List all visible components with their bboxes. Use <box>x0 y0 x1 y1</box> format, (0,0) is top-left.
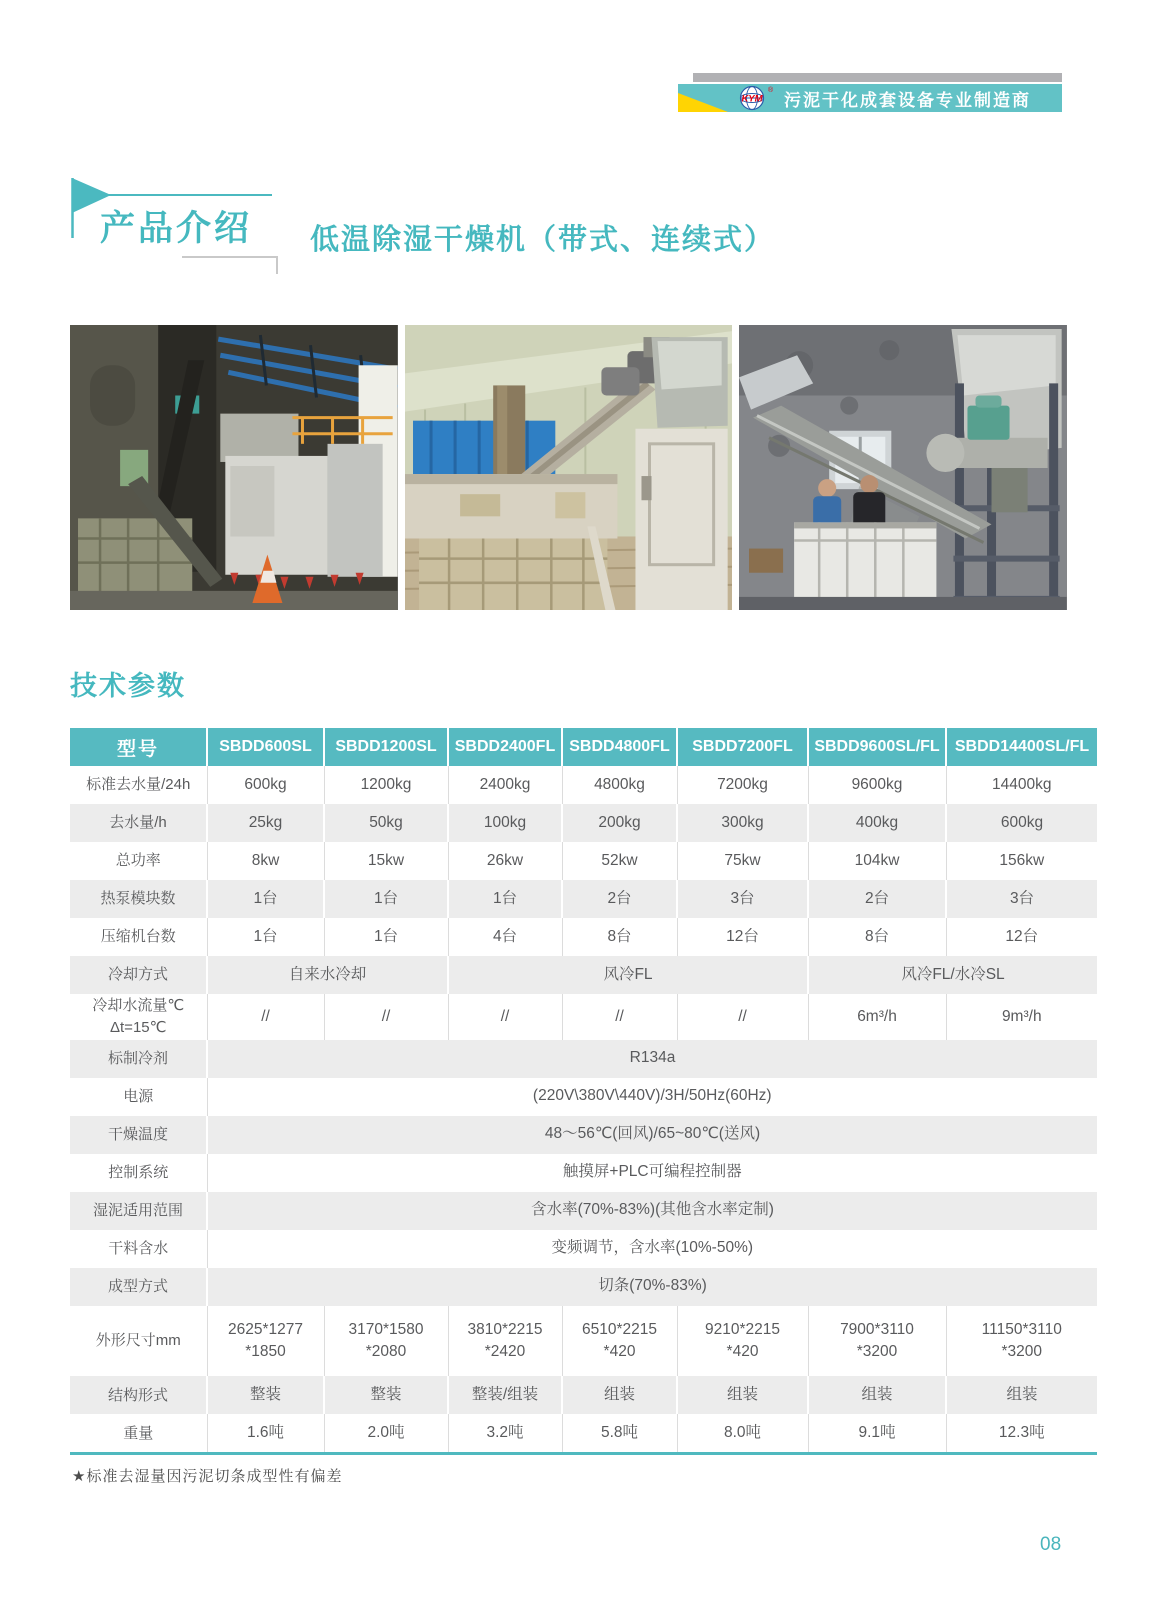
row-label: 压缩机台数 <box>100 928 176 946</box>
row-value: 7900*3110 *3200 <box>808 1306 946 1377</box>
row-value: 7200kg <box>677 766 808 804</box>
row-value: 6m³/h <box>808 994 946 1040</box>
row-label: 结构形式 <box>70 1376 207 1414</box>
row-value: 1200kg <box>324 766 448 804</box>
row-value: 2台 <box>808 880 946 918</box>
row-value: 600kg <box>946 804 1097 842</box>
row-label: 冷却方式 <box>70 956 207 994</box>
row-label: 去水量/h <box>70 804 207 842</box>
specs-table-body <box>70 766 1097 1454</box>
table-row <box>70 1192 1097 1230</box>
header-yellow-wedge <box>678 84 728 112</box>
row-value: 3台 <box>946 880 1097 918</box>
specs-table <box>70 728 1097 1455</box>
row-value: 2625*1277 *1850 <box>207 1306 324 1377</box>
header-teal-bar <box>678 84 1062 112</box>
row-value-merged: 48～56℃(回风)/65~80℃(送风) <box>207 1116 1097 1154</box>
row-value: 4台 <box>448 918 562 956</box>
column-header: SBDD4800FL <box>562 728 677 766</box>
row-value: 组装 <box>946 1376 1097 1414</box>
specs-heading: 技术参数 <box>70 671 186 701</box>
row-value: 200kg <box>562 804 677 842</box>
table-row <box>70 956 1097 994</box>
row-label: 外形尺寸mm <box>95 1332 181 1350</box>
row-value-merged: 含水率(70%-83%)(其他含水率定制) <box>207 1192 1097 1230</box>
row-value: 3170*1580 *2080 <box>324 1306 448 1377</box>
row-value-merged: (220V\380V\440V)/3H/50Hz(60Hz) <box>207 1078 1097 1116</box>
table-row <box>70 918 1097 956</box>
row-label: 总功率 <box>115 852 161 870</box>
row-label: 湿泥适用范围 <box>70 1192 207 1230</box>
row-value: 600kg <box>207 766 324 804</box>
row-value: 2.0吨 <box>324 1414 448 1454</box>
row-value: 52kw <box>562 842 677 880</box>
table-row <box>70 842 1097 880</box>
row-label: 标制冷剂 <box>70 1040 207 1078</box>
row-value: 26kw <box>448 842 562 880</box>
row-label: 冷却水流量℃ Δt=15℃ <box>92 997 185 1036</box>
section-underline-decoration <box>182 256 278 274</box>
row-value: 3810*2215 *2420 <box>448 1306 562 1377</box>
row-value: 3.2吨 <box>448 1414 562 1454</box>
row-value: 5.8吨 <box>562 1414 677 1454</box>
table-row <box>70 766 1097 804</box>
row-value: 9600kg <box>808 766 946 804</box>
row-value-merged: R134a <box>207 1040 1097 1078</box>
row-value-span: 自来水冷却 <box>207 956 448 994</box>
table-row <box>70 1306 1097 1377</box>
row-value-span: 风冷FL/水冷SL <box>808 956 1097 994</box>
row-value: 2400kg <box>448 766 562 804</box>
row-value: // <box>324 994 448 1040</box>
row-value: 8台 <box>808 918 946 956</box>
row-value-span: 风冷FL <box>448 956 808 994</box>
column-header: SBDD7200FL <box>677 728 808 766</box>
row-value: // <box>448 994 562 1040</box>
photo-strip <box>70 325 1067 610</box>
row-value: 12台 <box>946 918 1097 956</box>
brand-logo-icon <box>736 85 776 111</box>
row-value-merged: 切条(70%-83%) <box>207 1268 1097 1306</box>
page-number: 08 <box>1040 1534 1062 1555</box>
column-header: SBDD2400FL <box>448 728 562 766</box>
brand-logo-text: KYM <box>741 93 763 105</box>
row-value: 1台 <box>448 880 562 918</box>
row-value: 11150*3110 *3200 <box>946 1306 1097 1377</box>
table-row <box>70 1116 1097 1154</box>
row-value: 300kg <box>677 804 808 842</box>
row-value: 1台 <box>324 880 448 918</box>
table-row <box>70 804 1097 842</box>
row-value: // <box>562 994 677 1040</box>
row-label: 控制系统 <box>108 1163 169 1181</box>
row-value: // <box>207 994 324 1040</box>
row-value-merged: 触摸屏+PLC可编程控制器 <box>207 1154 1097 1192</box>
row-value: 3台 <box>677 880 808 918</box>
intro-section <box>70 175 1100 285</box>
row-label: 成型方式 <box>70 1268 207 1306</box>
row-value: 104kw <box>808 842 946 880</box>
row-label: 电源 <box>123 1087 154 1105</box>
row-value: 15kw <box>324 842 448 880</box>
row-value: // <box>677 994 808 1040</box>
table-row <box>70 1154 1097 1192</box>
row-value: 8台 <box>562 918 677 956</box>
row-label: 热泵模块数 <box>70 880 207 918</box>
product-title: 低温除湿干燥机（带式、连续式） <box>310 224 776 256</box>
photo-indoor-dryer-installation <box>70 325 398 610</box>
column-header: SBDD14400SL/FL <box>946 728 1097 766</box>
row-value: 1台 <box>324 918 448 956</box>
row-value: 9210*2215 *420 <box>677 1306 808 1377</box>
row-value: 整装/组装 <box>448 1376 562 1414</box>
column-header: SBDD600SL <box>207 728 324 766</box>
row-value: 整装 <box>207 1376 324 1414</box>
table-row <box>70 1078 1097 1116</box>
header-gray-bar <box>693 73 1062 82</box>
brand-tagline: 污泥干化成套设备专业制造商 <box>784 90 1031 110</box>
row-value: 6510*2215 *420 <box>562 1306 677 1377</box>
specs-table-head <box>70 728 1097 766</box>
row-label: 干燥温度 <box>70 1116 207 1154</box>
table-row <box>70 1040 1097 1078</box>
row-value: 9.1吨 <box>808 1414 946 1454</box>
photo-outdoor-screw-conveyor-unit <box>405 325 733 610</box>
row-value: 组装 <box>677 1376 808 1414</box>
row-label: 重量 <box>123 1424 154 1442</box>
column-header-model: 型号 <box>70 728 207 766</box>
row-value: 8.0吨 <box>677 1414 808 1454</box>
row-value: 156kw <box>946 842 1097 880</box>
row-value: 50kg <box>324 804 448 842</box>
row-value: 1.6吨 <box>207 1414 324 1454</box>
row-value: 组装 <box>808 1376 946 1414</box>
brand-logo-registered-mark: ® <box>768 87 774 94</box>
row-value: 1台 <box>207 918 324 956</box>
row-value: 整装 <box>324 1376 448 1414</box>
row-value: 8kw <box>207 842 324 880</box>
row-value: 12.3吨 <box>946 1414 1097 1454</box>
table-row <box>70 1268 1097 1306</box>
row-label: 标准去水量/24h <box>86 776 191 794</box>
column-header: SBDD1200SL <box>324 728 448 766</box>
row-value: 100kg <box>448 804 562 842</box>
row-value: 14400kg <box>946 766 1097 804</box>
row-value: 2台 <box>562 880 677 918</box>
row-value: 1台 <box>207 880 324 918</box>
row-value-merged: 变频调节，含水率(10%-50%) <box>207 1230 1097 1268</box>
row-value: 组装 <box>562 1376 677 1414</box>
table-row <box>70 994 1097 1040</box>
footnote: ★标准去湿量因污泥切条成型性有偏差 <box>72 1468 343 1485</box>
row-value: 400kg <box>808 804 946 842</box>
photo-workshop-conveyor-with-workers <box>739 325 1067 610</box>
row-value: 9m³/h <box>946 994 1097 1040</box>
row-value: 75kw <box>677 842 808 880</box>
header-row <box>70 728 1097 766</box>
table-row <box>70 1230 1097 1268</box>
row-value: 4800kg <box>562 766 677 804</box>
row-label: 干料含水 <box>108 1239 169 1257</box>
row-value: 12台 <box>677 918 808 956</box>
column-header: SBDD9600SL/FL <box>808 728 946 766</box>
section-label: 产品介绍 <box>100 209 253 248</box>
table-row <box>70 880 1097 918</box>
row-value: 25kg <box>207 804 324 842</box>
table-row <box>70 1376 1097 1414</box>
table-row <box>70 1414 1097 1454</box>
